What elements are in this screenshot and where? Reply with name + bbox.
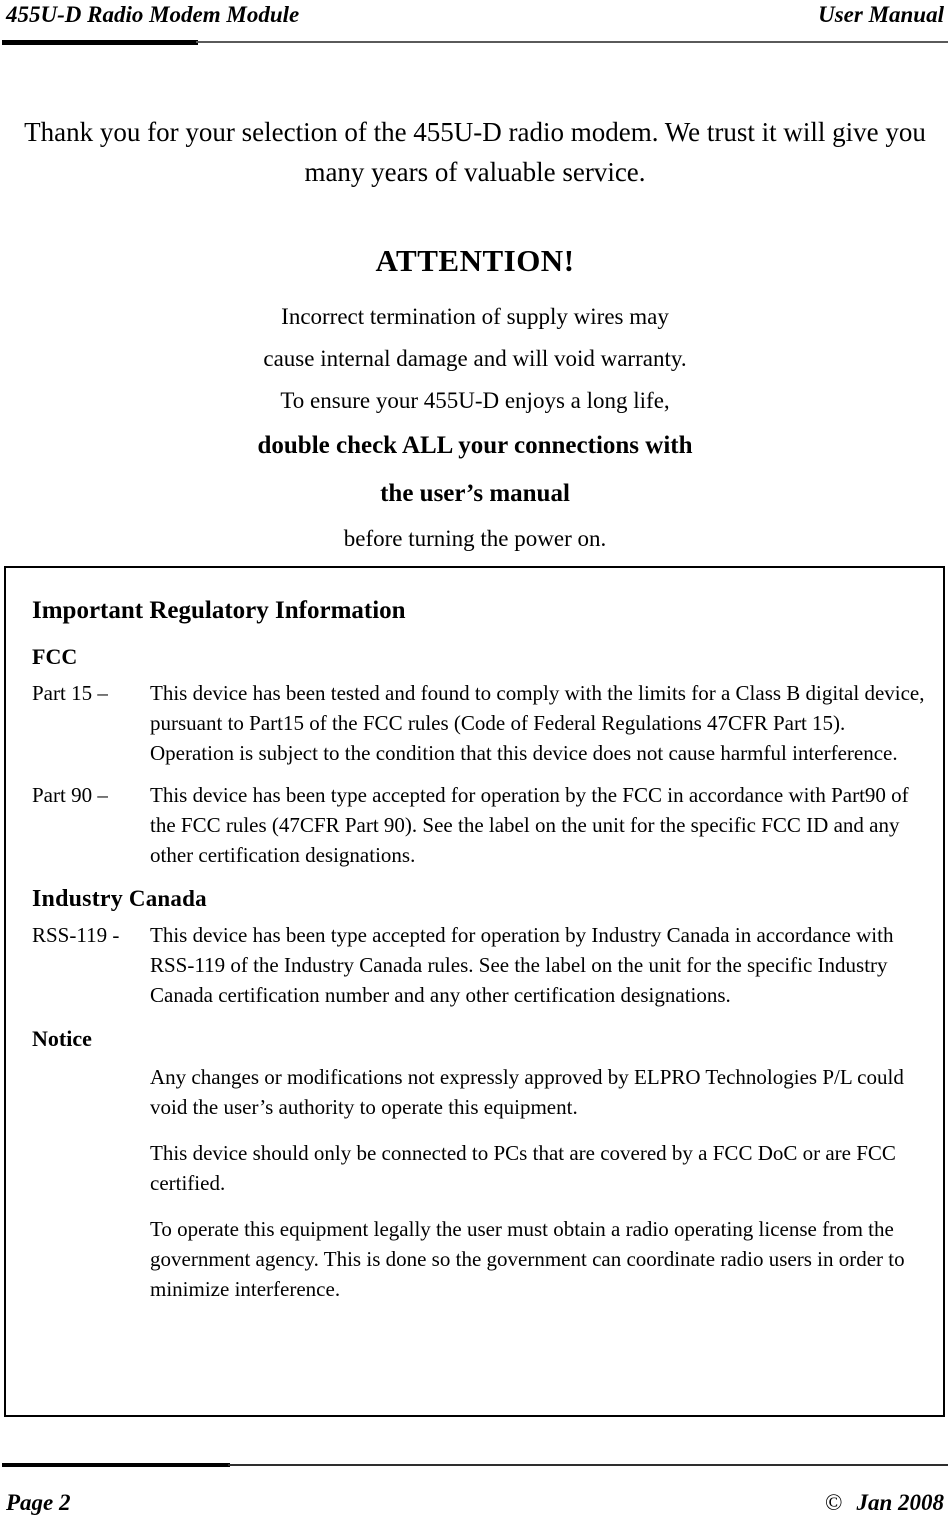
attention-title: ATTENTION! [375, 243, 575, 278]
attention-line-6: before turning the power on. [343, 526, 607, 551]
fcc-part-15-label: Part 15 – [32, 681, 108, 705]
attention-line-1: Incorrect termination of supply wires may [281, 304, 669, 329]
fcc-part-90-text: This device has been type accepted for operation by the FCC in accordance with Part90 of the FCC rules (47CFR Part 90). See the label on the unit for the specific FCC ID and any other certification designations. [150, 783, 909, 867]
fcc-heading: FCC [32, 644, 78, 669]
fcc-part-90-label: Part 90 – [32, 783, 108, 807]
attention-block [4, 240, 946, 560]
copyright-icon: © [824, 1490, 843, 1515]
page-footer [0, 1487, 950, 1527]
notice-paragraph-1: Any changes or modifications not expressly approved by ELPRO Technologies P/L could void the user’s authority to operate this equipment. [150, 1065, 904, 1119]
attention-line-3: To ensure your 455U-D enjoys a long life, [280, 388, 670, 413]
footer-date: Jan 2008 [856, 1490, 944, 1515]
header-rule-light-segment [196, 41, 948, 43]
attention-spacer [4, 282, 946, 296]
industry-canada-heading-word-2: Canada [128, 886, 207, 911]
header-divider-rule [0, 40, 950, 45]
regulatory-heading: Important Regulatory Information [32, 597, 406, 624]
footer-rule-light-segment [228, 1464, 948, 1466]
footer-divider-rule [0, 1463, 950, 1468]
footer-rule-dark-segment [2, 1463, 230, 1467]
notice-body [150, 1062, 929, 1304]
attention-line-2: cause internal damage and will void warranty. [263, 346, 687, 371]
header-manual-label: User Manual [818, 2, 944, 27]
attention-line-5: the user’s manual [380, 480, 570, 507]
notice-paragraph-2: This device should only be connected to PCs that are covered by a FCC DoC or are FCC certified. [150, 1141, 896, 1195]
industry-canada-heading-word-1: Industry [32, 886, 123, 912]
fcc-part-90-row [32, 780, 929, 870]
regulatory-box-content [32, 594, 929, 1304]
intro-paragraph: Thank you for your selection of the 455U-D radio modem. We trust it will give you many years of valuable service. [24, 117, 926, 187]
notice-paragraph-3: To operate this equipment legally the user must obtain a radio operating license from the government agency. This is done so the government can coordinate radio users in order to minimize interference. [150, 1217, 905, 1301]
footer-page-number: Page 2 [6, 1490, 71, 1515]
header-rule-dark-segment [2, 40, 198, 45]
header-document-title: 455U-D Radio Modem Module [6, 2, 300, 27]
rss-119-row [32, 920, 929, 1010]
industry-canada-heading [32, 884, 929, 914]
fcc-part-15-text: This device has been tested and found to comply with the limits for a Class B digital device, pursuant to Part15 of the FCC rules (Code of Federal Regulations 47CFR Part 15). Operation is subject to the condition that this device does not cause harmful interference. [150, 681, 925, 765]
regulatory-information-box [4, 566, 945, 1417]
rss-119-text: This device has been type accepted for operation by Industry Canada in accordance with RSS-119 of the Industry Canada rules. See the label on the unit for the specific Industry Canada certification number and any other certification designations. [150, 923, 894, 1007]
rss-119-label: RSS-119 - [32, 923, 120, 947]
notice-heading: Notice [32, 1026, 92, 1051]
fcc-part-15-row [32, 678, 929, 768]
attention-line-4: double check ALL your connections with [257, 432, 693, 459]
footer-copyright [825, 1487, 944, 1519]
